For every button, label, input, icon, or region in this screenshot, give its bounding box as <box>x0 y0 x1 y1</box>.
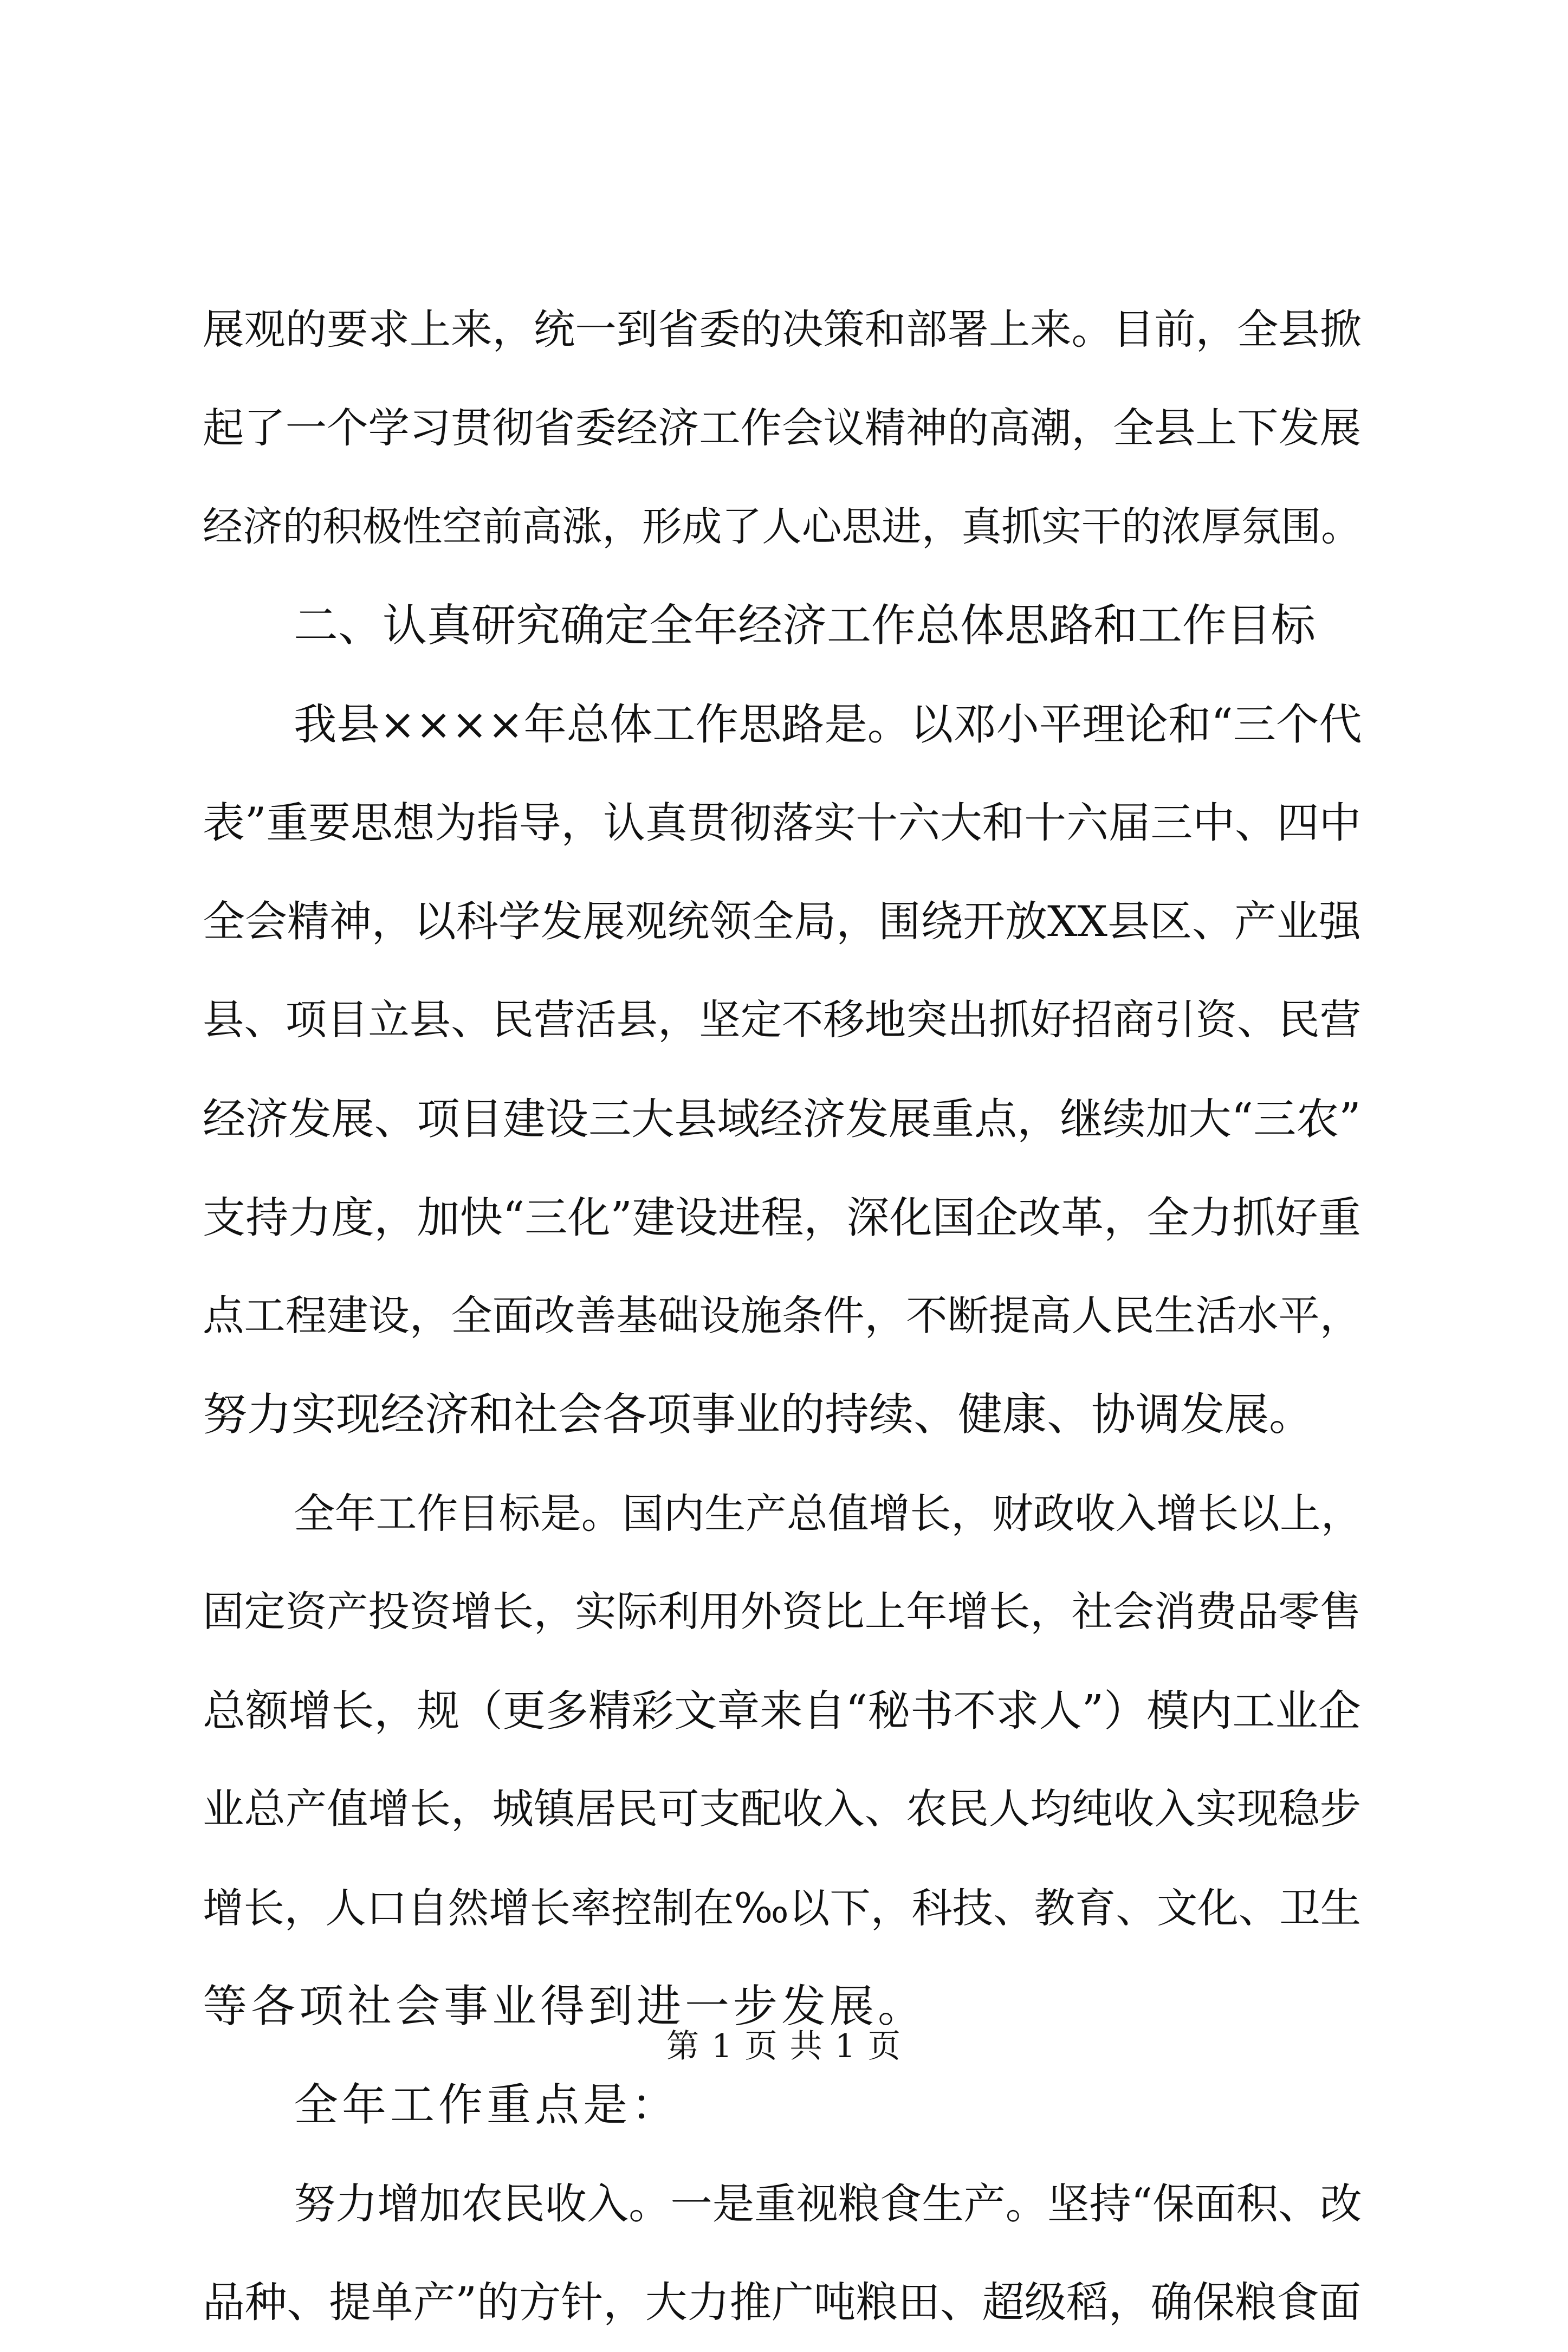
text-line: 我县××××年总体工作思路是。以邓小平理论和“三个代 <box>294 699 1362 749</box>
text-line: 起了一个学习贯彻省委经济工作会议精神的高潮，全县上下发展 <box>203 404 1362 453</box>
text-line: 努力实现经济和社会各项事业的持续、健康、协调发展。 <box>203 1389 1314 1440</box>
text-line: 增长，人口自然增长率控制在‰以下，科技、教育、文化、卫生 <box>203 1884 1362 1932</box>
text-line: 支持力度，加快“三化”建设进程，深化国企改革，全力抓好重 <box>203 1193 1361 1243</box>
text-line: 县、项目立县、民营活县，坚定不移地突出抓好招商引资、民营 <box>203 996 1362 1044</box>
text-line: 等各项社会事业得到进一步发展。 <box>203 1981 926 2032</box>
text-line: 经济的积极性空前高涨，形成了人心思进，真抓实干的浓厚氛围。 <box>203 504 1361 550</box>
text-line: 固定资产投资增长，实际利用外资比上年增长，社会消费品零售 <box>203 1588 1362 1636</box>
text-line: 经济发展、项目建设三大县域经济发展重点，继续加大“三农” <box>203 1094 1361 1144</box>
text-line: 全会精神，以科学发展观统领全局，围绕开放XX县区、产业强 <box>203 897 1361 946</box>
text-line: 表”重要思想为指导，认真贯彻落实十六大和十六届三中、四中 <box>203 799 1362 848</box>
text-line: 二、认真研究确定全年经济工作总体思路和工作目标 <box>294 600 1316 651</box>
page-footer: 第 1 页 共 1 页 <box>666 2027 902 2065</box>
text-line: 全年工作重点是： <box>294 2079 680 2131</box>
text-line: 总额增长，规（更多精彩文章来自“秘书不求人”）模内工业企 <box>203 1686 1361 1736</box>
text-line: 业总产值增长，城镇居民可支配收入、农民人均纯收入实现稳步 <box>203 1785 1362 1833</box>
text-line: 品种、提单产”的方针，大力推广吨粮田、超级稻，确保粮食面 <box>203 2278 1362 2327</box>
text-line: 点工程建设，全面改善基础设施条件，不断提高人民生活水平， <box>203 1292 1362 1340</box>
text-line: 努力增加农民收入。一是重视粮食生产。坚持“保面积、改 <box>294 2180 1362 2228</box>
text-line: 展观的要求上来，统一到省委的决策和部署上来。目前，全县掀 <box>203 306 1362 354</box>
text-line: 全年工作目标是。国内生产总值增长，财政收入增长以上， <box>294 1490 1362 1537</box>
